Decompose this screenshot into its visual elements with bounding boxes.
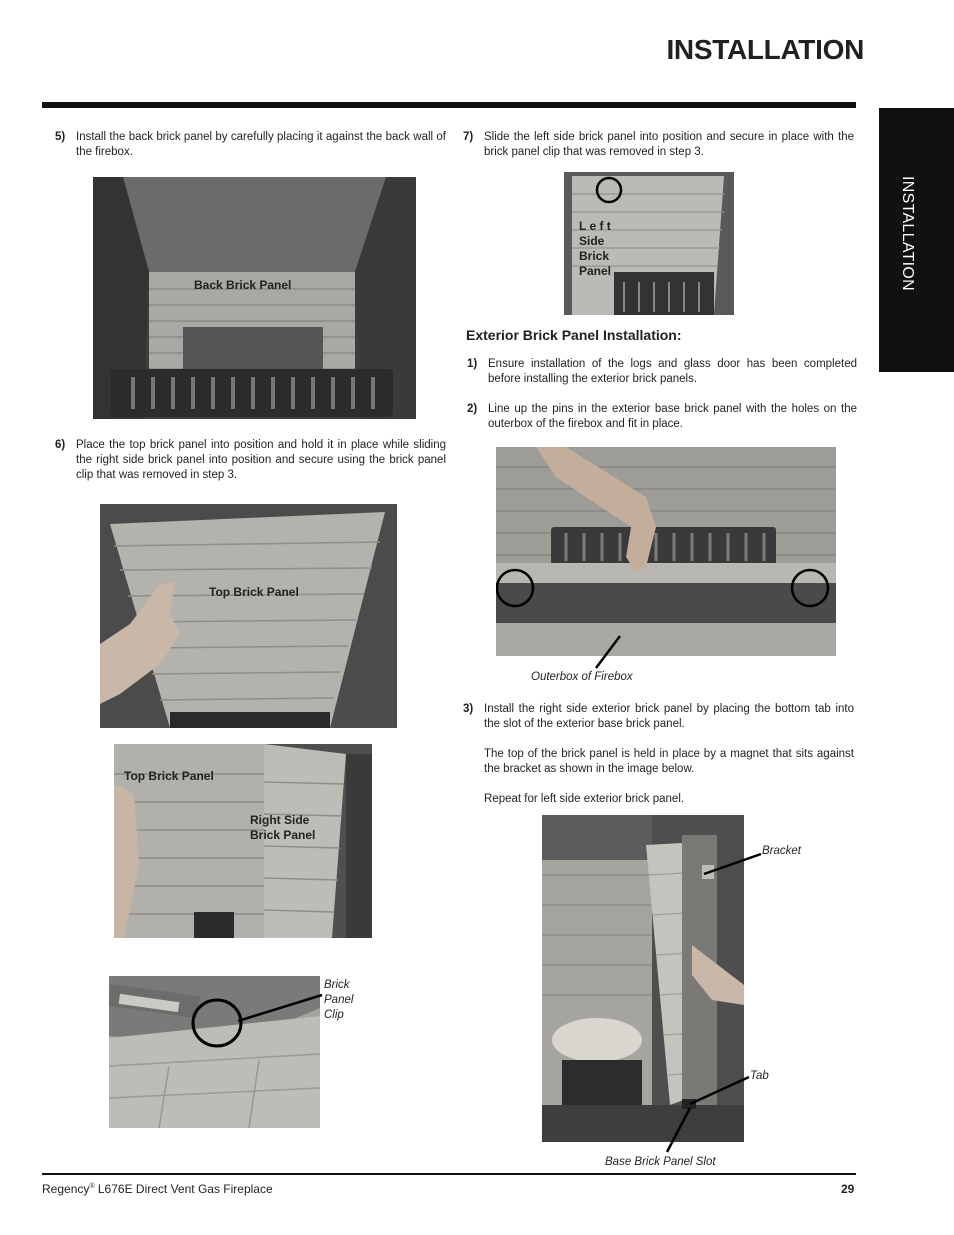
photo-exterior-side-panel — [542, 815, 744, 1142]
page-number: 29 — [841, 1182, 855, 1196]
step-number: 5) — [55, 131, 66, 143]
left-side-label-line1: L e f t — [579, 219, 611, 233]
photo-exterior-base-panel — [496, 447, 836, 656]
step-7 — [463, 130, 854, 162]
step-number: 7) — [463, 131, 474, 143]
photo-brick-panel-clip — [109, 976, 320, 1128]
step-text: Ensure installation of the logs and glass door has been completed before installing the exterior brick panels. — [488, 358, 857, 385]
step-text: Place the top brick panel into position and hold it in place while sliding the right side brick panel into position and secure using the brick panel clip that was removed in step 3. — [76, 439, 446, 481]
step-5 — [55, 130, 446, 162]
section-tab-label: INSTALLATION — [899, 176, 916, 292]
exterior-heading: Exterior Brick Panel Installation: — [466, 327, 682, 343]
exterior-step-2 — [467, 402, 857, 434]
right-side-label-line1: Right Side — [250, 813, 310, 827]
bracket-label: Bracket — [762, 845, 801, 857]
photo-left-side-brick-panel — [564, 172, 734, 315]
back-brick-panel-label: Back Brick Panel — [194, 278, 292, 292]
footer-rule — [42, 1173, 856, 1175]
outerbox-label: Outerbox of Firebox — [531, 671, 633, 683]
right-side-label-line2: Brick Panel — [250, 828, 316, 842]
step-number: 1) — [467, 358, 478, 370]
base-slot-label: Base Brick Panel Slot — [605, 1156, 716, 1168]
clip-label-line3: Clip — [324, 1009, 344, 1021]
step-text: Install the right side exterior brick panel by placing the bottom tab into the slot of the exterior base brick panel. — [484, 703, 854, 730]
footer-reg-mark: ® — [89, 1183, 95, 1190]
header-rule — [42, 102, 856, 108]
footer-product — [42, 1182, 273, 1196]
step-text: Install the back brick panel by carefully placing it against the back wall of the firebox. — [76, 131, 446, 158]
footer-brand: Regency — [42, 1182, 90, 1196]
photo-top-brick-panel — [100, 504, 397, 728]
left-side-label-line4: Panel — [579, 264, 612, 278]
step-number: 3) — [463, 703, 474, 715]
clip-label-line2: Panel — [324, 994, 354, 1006]
left-side-label-line2: Side — [579, 234, 605, 248]
section-tab — [879, 108, 954, 372]
step-text-3: Repeat for left side exterior brick panel. — [484, 793, 685, 805]
exterior-step-3 — [463, 702, 854, 810]
step-text: Slide the left side brick panel into position and secure in place with the brick panel clip that was removed in step 3. — [484, 131, 854, 158]
exterior-step-1 — [467, 357, 857, 389]
clip-label-line1: Brick — [324, 979, 350, 991]
top-brick-panel-label-2: Top Brick Panel — [124, 769, 214, 783]
page-title: INSTALLATION — [666, 34, 864, 65]
footer-model: L676E Direct Vent Gas Fireplace — [94, 1182, 273, 1196]
step-number: 2) — [467, 403, 478, 415]
step-number: 6) — [55, 439, 66, 451]
step-text: Line up the pins in the exterior base brick panel with the holes on the outerbox of the firebox and fit in place. — [488, 403, 857, 430]
step-text-2: The top of the brick panel is held in place by a magnet that sits against the bracket as shown in the image below. — [484, 748, 854, 775]
step-6 — [55, 438, 446, 486]
photo-right-side-brick-panel — [114, 744, 372, 938]
left-side-label-line3: Brick — [579, 249, 610, 263]
top-brick-panel-label: Top Brick Panel — [209, 585, 299, 599]
tab-label: Tab — [750, 1070, 769, 1082]
photo-back-brick-panel — [93, 177, 416, 419]
